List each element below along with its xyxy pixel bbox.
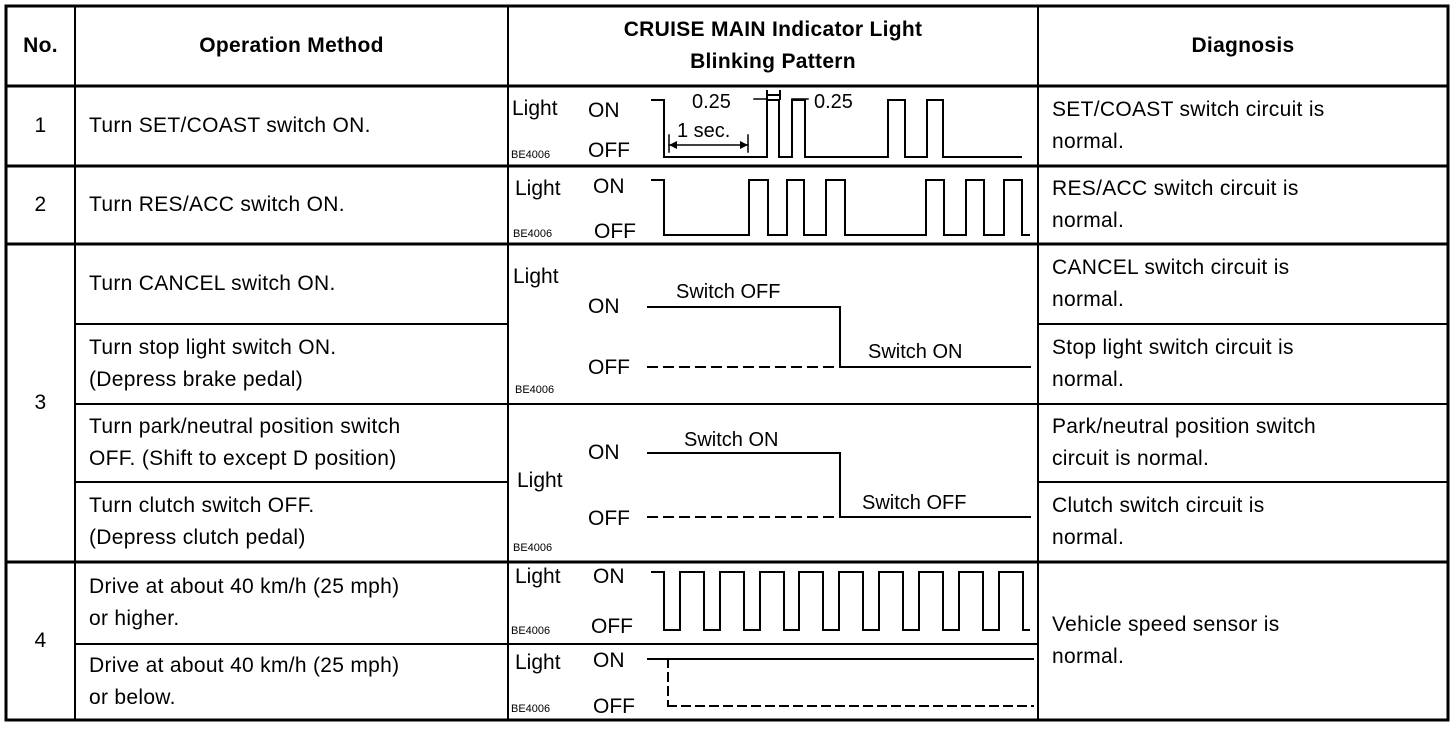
diagram-1-timing-b: 0.25 <box>814 91 853 113</box>
diagram-3a-off-label: OFF <box>588 356 630 379</box>
operation-4a: Drive at about 40 km/h (25 mph) or higher. <box>89 575 400 630</box>
diagnosis-3d: Clutch switch circuit is normal. <box>1052 494 1265 549</box>
header-diagnosis: Diagnosis <box>1191 34 1295 57</box>
diagram-4b-on-label: ON <box>593 649 625 672</box>
diagnosis-2: RES/ACC switch circuit is normal. <box>1052 177 1299 232</box>
operation-2: Turn RES/ACC switch ON. <box>89 193 345 216</box>
diagnosis-4: Vehicle speed sensor is normal. <box>1052 613 1280 668</box>
diagram-3c-off-label: OFF <box>588 507 630 530</box>
diagram-4a-off-label: OFF <box>591 615 633 638</box>
diagram-3a-switch-off: Switch OFF <box>676 281 781 303</box>
diagram-4a-code: BE4006 <box>511 625 551 637</box>
row-no-1: 1 <box>34 114 47 137</box>
dimension-arrowhead <box>669 141 677 149</box>
row-no-3: 3 <box>34 391 47 414</box>
diagram-2-code: BE4006 <box>513 228 553 240</box>
operation-3c: Turn park/neutral position switch OFF. (Shift to except D position) <box>89 415 401 470</box>
operation-3d: Turn clutch switch OFF. (Depress clutch pedal) <box>89 494 315 549</box>
diagnosis-3b: Stop light switch circuit is normal. <box>1052 336 1294 391</box>
diagram-3a-code: BE4006 <box>515 384 555 396</box>
operation-3a: Turn CANCEL switch ON. <box>89 272 336 295</box>
diagram-2-on-label: ON <box>593 175 625 198</box>
diagram-1-off-label: OFF <box>588 139 630 162</box>
diagnosis-3a: CANCEL switch circuit is normal. <box>1052 256 1290 311</box>
operation-4b: Drive at about 40 km/h (25 mph) or below. <box>89 654 400 709</box>
header-pattern <box>508 6 1038 86</box>
row-no-4: 4 <box>34 629 47 652</box>
dimension-arrowhead <box>740 141 748 149</box>
diagram-4b-code: BE4006 <box>511 703 551 715</box>
diagram-1-on-label: ON <box>588 99 620 122</box>
header-pattern-line2: Blinking Pattern <box>690 50 856 73</box>
diagnosis-3c: Park/neutral position switch circuit is normal. <box>1052 415 1317 470</box>
diagram-3c-light-label: Light <box>517 469 563 492</box>
diagram-1-one-sec: 1 sec. <box>677 120 731 142</box>
header-pattern-line1: CRUISE MAIN Indicator Light <box>623 18 923 41</box>
diagram-3c-code: BE4006 <box>513 542 553 554</box>
header-operation: Operation Method <box>199 34 384 57</box>
diagram-2-off-label: OFF <box>594 220 636 243</box>
diagram-4a-light-label: Light <box>515 565 561 588</box>
row-no-2: 2 <box>34 193 47 216</box>
diagram-4a-on-label: ON <box>593 565 625 588</box>
diagnosis-1: SET/COAST switch circuit is normal. <box>1052 98 1325 153</box>
diagram-4b-light-label: Light <box>515 651 561 674</box>
diagram-2-light-label: Light <box>515 177 561 200</box>
diagram-1-code: BE4006 <box>511 149 551 161</box>
diagram-3a-switch-on: Switch ON <box>868 341 963 363</box>
diagram-3a-on-label: ON <box>588 295 620 318</box>
diagram-3c-on-label: ON <box>588 441 620 464</box>
header-no: No. <box>23 34 58 57</box>
diagram-1-light-label: Light <box>512 97 558 120</box>
diagram-3a-light-label: Light <box>513 265 559 288</box>
diagram-1-timing-a: 0.25 <box>692 91 731 113</box>
waveform-speed-high <box>651 572 1030 630</box>
diagram-4b-off-label: OFF <box>593 695 635 718</box>
diagram-3c-switch-on: Switch ON <box>684 429 779 451</box>
waveform-res-acc <box>651 180 1030 235</box>
operation-3b: Turn stop light switch ON. (Depress brake pedal) <box>89 336 337 391</box>
diagram-3c-switch-off: Switch OFF <box>862 492 967 514</box>
operation-1: Turn SET/COAST switch ON. <box>89 114 371 137</box>
